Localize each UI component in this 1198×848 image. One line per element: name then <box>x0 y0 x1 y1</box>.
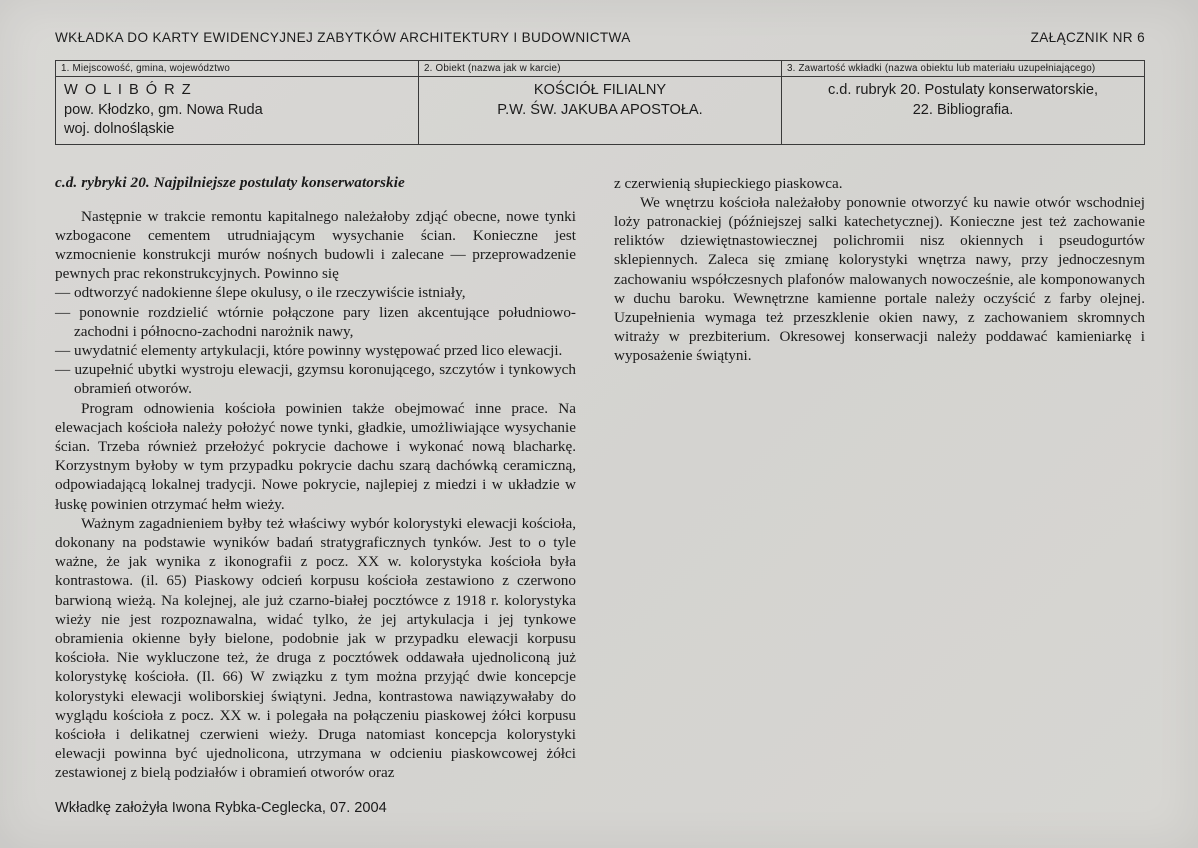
location-name: W O L I B Ó R Z <box>64 82 193 98</box>
paragraph-renovation: Następnie w trakcie remontu kapitalnego należałoby zdjąć obecne, nowe tynki wzbogacone cementem utrudniającym wysychanie ścian. Konieczne jest wzmocnienie konstrukcji murów nośnych budowli i zalecane — przeprowadzenie pewnych prac rekonstrukcyjnych. Powinno się <box>55 207 576 283</box>
annex-label: ZAŁĄCZNIK NR 6 <box>1030 30 1145 45</box>
list-item: — ponownie rozdzielić wtórnie połączone pary lizen akcentujące południowo-zachodni i północno-zachodni narożnik nawy, <box>55 303 576 340</box>
content-columns <box>55 174 1145 783</box>
object-name-line2: P.W. ŚW. JAKUBA APOSTOŁA. <box>497 101 703 118</box>
section-heading: c.d. rybryki 20. Najpilniejsze postulaty konserwatorskie <box>55 173 405 191</box>
footer-note: Wkładkę założyła Iwona Rybka-Ceglecka, 07. 2004 <box>55 799 387 816</box>
info-table <box>55 60 1145 145</box>
location-value-cell <box>56 77 419 145</box>
paragraph-colors: Ważnym zagadnieniem byłby też właściwy wybór kolorystyki elewacji kościoła, dokonany na podstawie wyników badań stratygraficznych tynków. Jest to o tyle ważne, że jak wynika z ikonografii z pocz. XX w. kolorystyka kościoła była kontrastowa. (il. 65) Piaskowy odcień korpusu kościoła zestawiono z czerwono barwioną wieżą. Na kolejnej, ale już czarno-białej pocztówce z 1918 r. kolorystyka wieży nie jest rozpoznawalna, widać tylko, że jej artykulacja i jej tynkowe obramienia okienne były bielone, podobnie jak w przypadku elewacji korpusu kościoła. Nie wykluczone też, że druga z pocztówek oddawała ujednoliconą już kolorystykę kościoła. (Il. 66) W związku z tym można przyjąć dwie koncepcje kolorystyki elewacji woliborskiej świątyni. Jedna, kontrastowa nawiązywałaby do wyglądu kościoła z pocz. XX w. i polegała na połączeniu piaskowej żółci korpusu kościoła i delikatnej czerwieni wieży. Druga natomiast koncepcja kolorystyki elewacji powinna być ujednolicona, utrzymana w odcieniu piaskowcowej żółci zestawionej z bielą podziałów i obramień otworów oraz <box>55 514 576 782</box>
paragraph-continuation: z czerwienią słupieckiego piaskowca. <box>614 174 843 192</box>
contents-value-cell <box>782 77 1145 145</box>
document-title: WKŁADKA DO KARTY EWIDENCYJNEJ ZABYTKÓW ARCHITEKTURY I BUDOWNICTWA <box>55 30 631 45</box>
paragraph-interior: We wnętrzu kościoła należałoby ponownie otworzyć ku nawie otwór wschodniej loży patronackiej (późniejszej salki katechetycznej). Konieczne jest też zachowanie reliktów dziewiętnastowiecznej polichromii nisz okiennych i pseudogurtów sklepiennych. Zaleca się zmianę kolorystyki wnętrza nawy, przy jednoczesnym zachowaniu współczesnych plafonów malowanych nowocześnie, ale komponowanych w duchu baroku. Wewnętrzne kamienne portale należy oczyścić z farby olejnej. Uzupełnienia wymaga też przeszklenie okien nawy, z zachowaniem skromnych witraży w prezbiterium. Okresowej konserwacji należy poddawać kamieniarkę i wyposażenie świątyni. <box>614 193 1145 365</box>
left-column <box>55 174 576 783</box>
contents-line2: 22. Bibliografia. <box>912 101 1014 118</box>
list-item: — uzupełnić ubytki wystroju elewacji, gzymsu koronującego, szczytów i tynkowych obramień otworów. <box>55 361 576 398</box>
postulates-list <box>55 283 576 398</box>
contents-line1: c.d. rubryk 20. Postulaty konserwatorskie, <box>827 82 1099 98</box>
right-column <box>614 174 1145 783</box>
location-district: pow. Kłodzko, gm. Nowa Ruda <box>64 101 263 118</box>
contents-field-label: 3. Zawartość wkładki (nazwa obiektu lub materiału uzupełniającego) <box>782 61 1145 77</box>
object-field-label: 2. Obiekt (nazwa jak w karcie) <box>419 61 782 77</box>
location-voivodeship: woj. dolnośląskie <box>64 121 175 137</box>
info-table-label-row <box>56 61 1145 77</box>
header-bar <box>55 30 1145 45</box>
list-item: — odtworzyć nadokienne ślepe okulusy, o ile rzeczywiście istniały, <box>55 284 466 302</box>
paragraph-program: Program odnowienia kościoła powinien także obejmować inne prace. Na elewacjach kościoła należy położyć nowe tynki, gładkie, umożliwiające wysychanie ścian. Trzeba również przełożyć pokrycie dachowe i wykonać nową blacharkę. Korzystnym byłoby w tym przypadku pokrycie dachu szarą dachówką ceramiczną, odpowiadającą lokalnej tradycji. Nowe pokrycie, najlepiej z miedzi i w układzie w łuskę powinien otrzymać hełm wieży. <box>55 399 576 513</box>
object-value-cell <box>419 77 782 145</box>
list-item: — uwydatnić elementy artykulacji, które powinny występować przed lico elewacji. <box>55 341 563 359</box>
location-field-label: 1. Miejscowość, gmina, województwo <box>56 61 419 77</box>
info-table-value-row <box>56 77 1145 145</box>
object-name-line1: KOŚCIÓŁ FILIALNY <box>533 82 667 98</box>
